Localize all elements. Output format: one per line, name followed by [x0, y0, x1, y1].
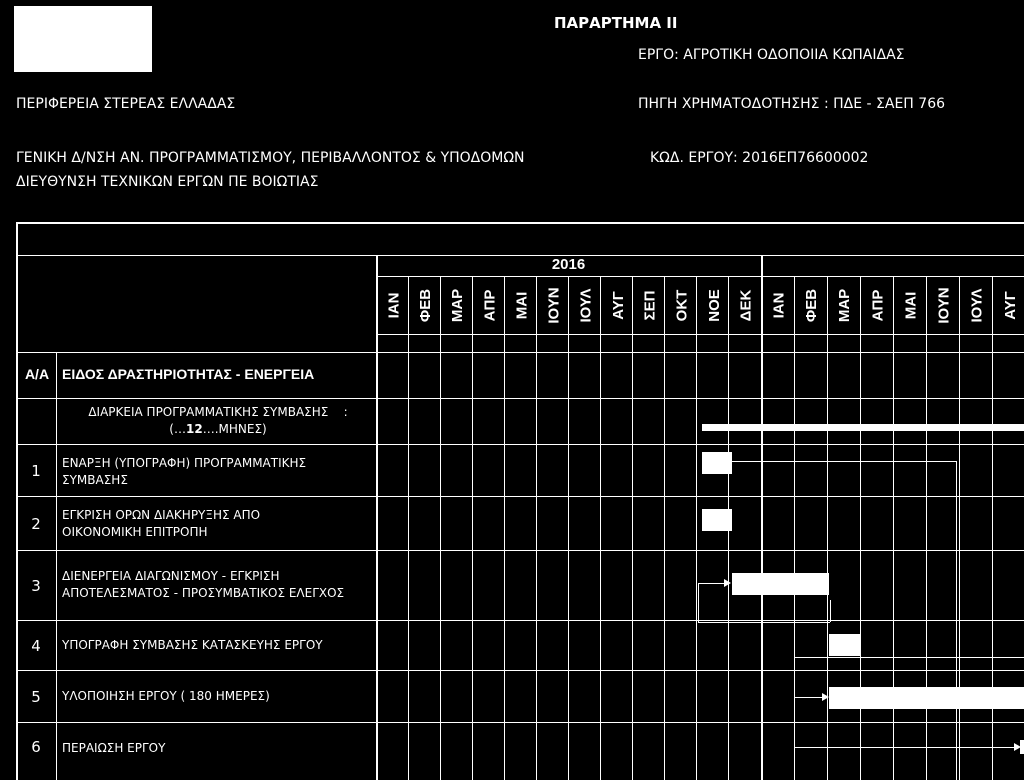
month-col-line [536, 276, 537, 780]
row-line-duration [16, 444, 1024, 445]
month-label: ΙΟΥΝ [545, 286, 563, 324]
month-col-line [600, 276, 601, 780]
month-label: ΙΟΥΝ [935, 286, 953, 324]
logo-placeholder [14, 6, 152, 72]
month-label: ΑΠΡ [869, 289, 887, 321]
month-label: ΜΑΙ [902, 291, 920, 319]
row-desc-4: ΥΠΟΓΡΑΦΗ ΣΥΜΒΑΣΗΣ ΚΑΤΑΣΚΕΥΗΣ ΕΡΓΟΥ [62, 638, 323, 652]
month-label: ΑΠΡ [481, 289, 499, 321]
month-label: ΦΕΒ [803, 288, 821, 322]
month-label: ΜΑΡ [449, 288, 467, 322]
gantt-bar-1 [702, 452, 732, 474]
duration-months: 12 [185, 422, 203, 436]
row-num-5: 5 [31, 688, 41, 706]
month-label: ΙΑΝ [770, 292, 788, 318]
duration-line1: ΔΙΑΡΚΕΙΑ ΠΡΟΓΡΑΜΜΑΤΙΚΗΣ ΣΥΜΒΑΣΗΣ : [88, 405, 348, 419]
dependency-line-2-3-top [698, 583, 726, 584]
month-label: ΙΑΝ [385, 292, 403, 318]
row-desc-5: ΥΛΟΠΟΙΗΣΗ ΕΡΓΟΥ ( 180 ΗΜΕΡΕΣ) [62, 689, 270, 703]
month-label: ΝΟΕ [705, 288, 723, 322]
month-col-line [408, 276, 409, 780]
month-label: ΑΥΓ [1001, 290, 1019, 320]
dependency-line-2-3 [698, 583, 730, 623]
month-label: ΙΟΥΛ [577, 287, 595, 323]
row-line-activity [16, 398, 1024, 399]
gantt-bar-duration [702, 424, 1024, 431]
directorate-general: ΓΕΝΙΚΗ Δ/ΝΣΗ ΑΝ. ΠΡΟΓΡΑΜΜΑΤΙΣΜΟΥ, ΠΕΡΙΒΑΛΛΟΝΤΟΣ & ΥΠΟΔΟΜΩΝ [16, 150, 525, 166]
row-desc-1: ΕΝΑΡΞΗ (ΥΠΟΓΡΑΦΗ) ΠΡΟΓΡΑΜΜΑΤΙΚΗΣ ΣΥΜΒΑΣΗΣ [62, 456, 307, 487]
dependency-line-3-4 [830, 600, 831, 622]
row-num-1: 1 [31, 462, 41, 480]
col-header-num: Α/Α [24, 366, 50, 382]
year-label: 2016 [551, 256, 586, 273]
month-col-line [504, 276, 505, 780]
table-top-border [16, 222, 1024, 224]
month-label: ΟΚΤ [673, 289, 691, 321]
header-bottom-line [16, 352, 1024, 353]
duration-line2: (…12….ΜΗΝΕΣ) [169, 422, 267, 436]
col-header-activity: ΕΙΔΟΣ ΔΡΑΣΤΗΡΙΟΤΗΤΑΣ - ΕΝΕΡΓΕΙΑ [62, 366, 315, 382]
dependency-arrow-3 [724, 579, 731, 587]
month-label: ΔΕΚ [737, 289, 755, 321]
row-desc-6: ΠΕΡΑΙΩΣΗ ΕΡΓΟΥ [62, 741, 166, 755]
dependency-line-5-entry [794, 697, 824, 698]
project-title: ΕΡΓΟ: ΑΓΡΟΤΙΚΗ ΟΔΟΠΟΙΙΑ ΚΩΠΑΙΔΑΣ [638, 47, 905, 63]
activity-col-separator [376, 255, 378, 780]
dependency-arrow-5 [822, 693, 829, 701]
row-desc-2: ΕΓΚΡΙΣΗ ΟΡΩΝ ΔΙΑΚΗΡΥΞΗΣ ΑΠΟ ΟΙΚΟΝΟΜΙΚΗ ΕΠΙΤΡΟΠΗ [62, 508, 261, 539]
row-desc-3: ΔΙΕΝΕΡΓΕΙΑ ΔΙΑΓΩΝΙΣΜΟΥ - ΕΓΚΡΙΣΗ ΑΠΟΤΕΛΕΣΜΑΤΟΣ - ΠΡΟΣΥΜΒΑΤΙΚΟΣ ΕΛΕΓΧΟΣ [62, 569, 345, 600]
duration-label [60, 404, 376, 438]
row-num-2: 2 [31, 515, 41, 533]
funding-source: ΠΗΓΗ ΧΡΗΜΑΤΟΔΟΤΗΣΗΣ : ΠΔΕ - ΣΑΕΠ 766 [638, 96, 946, 112]
dependency-line-6-entry [794, 747, 1018, 748]
directorate: ΔΙΕΥΘΥΝΣΗ ΤΕΧΝΙΚΩΝ ΕΡΓΩΝ ΠΕ ΒΟΙΩΤΙΑΣ [16, 174, 319, 190]
month-col-line [568, 276, 569, 780]
month-col-line [472, 276, 473, 780]
dependency-arrow-6 [1014, 743, 1021, 751]
month-col-line [664, 276, 665, 780]
row-num-6: 6 [31, 738, 41, 756]
row-num-3: 3 [31, 577, 41, 595]
month-col-line [632, 276, 633, 780]
month-label: ΦΕΒ [417, 288, 435, 322]
month-label: ΜΑΡ [836, 288, 854, 322]
month-col-line [696, 276, 697, 780]
month-col-line [440, 276, 441, 780]
row-num-4: 4 [31, 637, 41, 655]
dependency-line-4-5 [794, 657, 1024, 780]
gantt-bar-2 [702, 509, 732, 531]
month-label: ΑΥΓ [609, 290, 627, 320]
month-label: ΣΕΠ [641, 290, 659, 320]
annex-title: ΠΑΡΑΡΤΗΜΑ ΙΙ [554, 14, 678, 32]
num-col-separator [56, 352, 57, 780]
dependency-line-2-3-bottom [698, 622, 830, 623]
month-label: ΙΟΥΛ [968, 287, 986, 323]
month-label: ΜΑΙ [513, 291, 531, 319]
project-code: ΚΩΔ. ΕΡΓΟΥ: 2016ΕΠ76600002 [650, 150, 869, 166]
region-label: ΠΕΡΙΦΕΡΕΙΑ ΣΤΕΡΕΑΣ ΕΛΛΑΔΑΣ [16, 96, 236, 112]
